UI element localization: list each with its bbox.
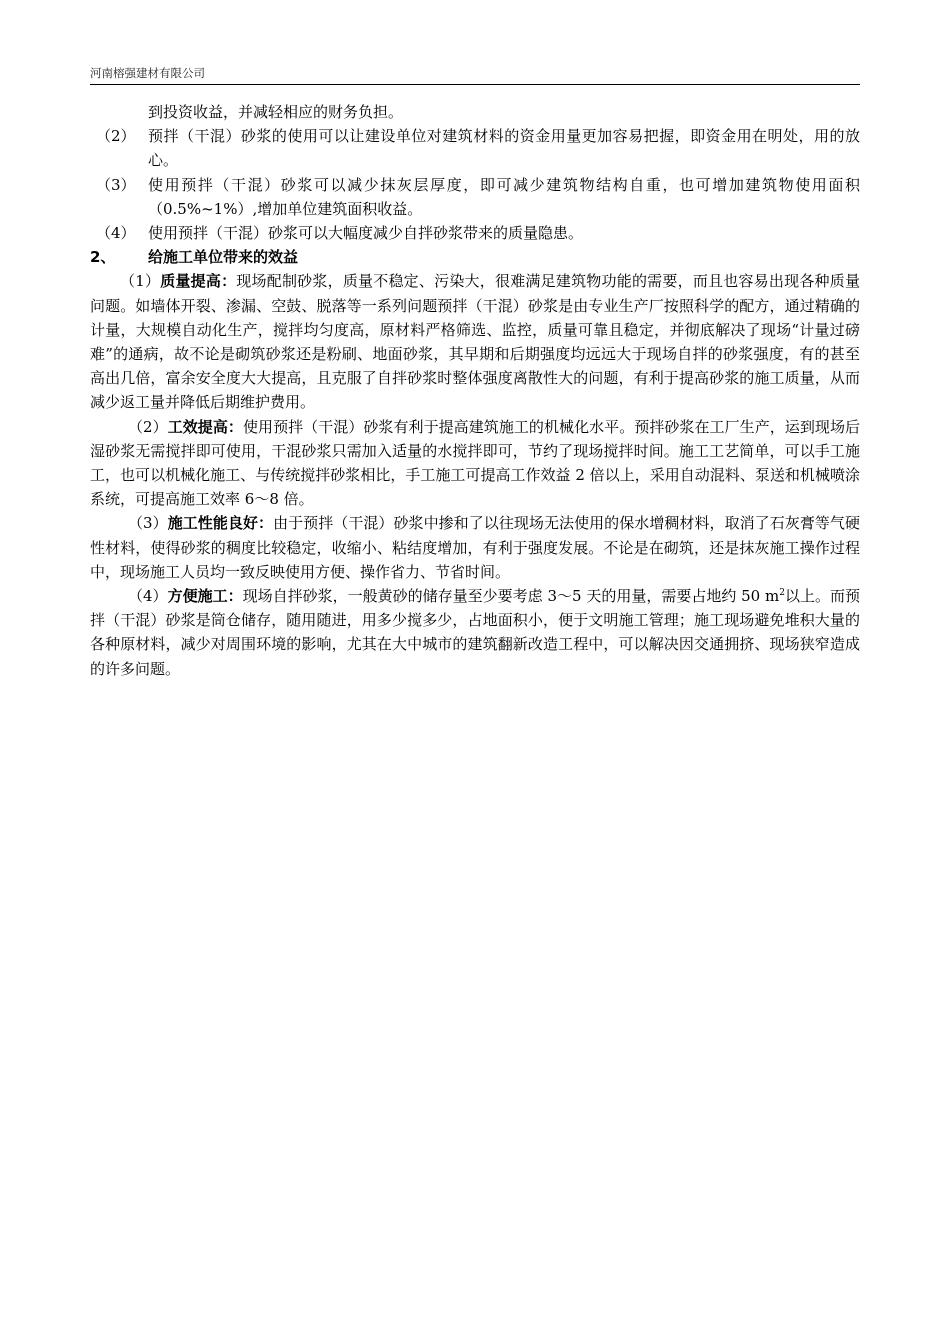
paragraph-body: 由于预拌（干混）砂浆中掺和了以往现场无法使用的保水增稠材料，取消了石灰膏等气硬性材料，使得砂浆的稠度比较稳定，收缩小、粘结度增加，有利于强度发展。不论是在砌筑，还是抹灰施工操作过程中，现场施工人员均一致反映使用方便、操作省力、节省时间。 (90, 514, 860, 581)
list-item-number: （4） (96, 224, 136, 243)
paragraph-prefix: （1） (120, 272, 161, 291)
paragraph-title: 质量提高： (160, 272, 237, 291)
section-title: 给施工单位带来的效益 (148, 248, 299, 267)
page-header (90, 64, 860, 85)
list-item-text: 使用预拌（干混）砂浆可以减少抹灰层厚度，即可减少建筑物结构自重，也可增加建筑物使用面积（0.5%~1%）,增加单位建筑面积收益。 (148, 175, 860, 218)
list-item (90, 221, 860, 245)
paragraph-title: 施工性能良好： (167, 514, 274, 533)
paragraph-prefix: （4） (128, 587, 168, 606)
paragraph-title: 工效提高： (167, 417, 243, 436)
paragraph-title: 方便施工： (167, 587, 243, 606)
list-item-text: 使用预拌（干混）砂浆可以大幅度减少自拌砂浆带来的质量隐患。 (148, 224, 584, 243)
list-item (90, 124, 860, 172)
paragraph-quality (90, 269, 860, 414)
header-company-name: 河南榕强建材有限公司 (90, 66, 205, 80)
paragraph-prefix: （2） (128, 417, 168, 436)
list-item-text: 预拌（干混）砂浆的使用可以让建设单位对建筑材料的资金用量更加容易把握，即资金用在明处，用的放心。 (148, 127, 860, 170)
list-item-number: （2） (96, 127, 136, 146)
section-heading (90, 245, 860, 269)
paragraph-body: 现场配制砂浆，质量不稳定、污染大，很难满足建筑物功能的需要，而且也容易出现各种质量问题。如墙体开裂、渗漏、空鼓、脱落等一系列问题预拌（干混）砂浆是由专业生产厂按照科学的配方，通过精确的计量，大规模自动化生产，搅拌均匀度高，原材料严格筛选、监控，质量可靠且稳定，并彻底解决了现场“计量过磅难”的通病，故不论是砌筑砂浆还是粉刷、地面砂浆，其早期和后期强度均远远大于现场自拌的砂浆强度，有的甚至高出几倍，富余安全度大大提高，且克服了自拌砂浆时整体强度离散性大的问题，有利于提高砂浆的施工质量，从而减少返工量并降低后期维护费用。 (90, 272, 860, 412)
paragraph-efficiency (90, 415, 860, 512)
continuation-text: 到投资收益，并减轻相应的财务负担。 (148, 103, 404, 121)
document-body (90, 100, 860, 681)
section-number: 2、 (90, 248, 116, 267)
paragraph-performance (90, 511, 860, 584)
paragraph-prefix: （3） (128, 514, 168, 533)
superscript-2: 2 (779, 588, 785, 599)
paragraph-body-end: 以上。而预拌（干混）砂浆是筒仓储存，随用随进，用多少搅多少，占地面积小，便于文明施工管理；施工现场避免堆积大量的各种原材料，减少对周围环境的影响，尤其在大中城市的建筑翻新改造工程中，可以解决因交通拥挤、现场狭窄造成的许多问题。 (90, 587, 860, 678)
paragraph-body: 使用预拌（干混）砂浆有利于提高建筑施工的机械化水平。预拌砂浆在工厂生产，运到现场后湿砂浆无需搅拌即可使用，干混砂浆只需加入适量的水搅拌即可，节约了现场搅拌时间。施工工艺简单，可以手工施工，也可以机械化施工、与传统搅拌砂浆相比，手工施工可提高工作效益 2 倍以上，采用自动混料、泵送和机械喷涂系统，可提高施工效率 6～8 倍。 (90, 417, 860, 509)
paragraph-convenience (90, 584, 860, 681)
list-item-number: （3） (96, 175, 136, 194)
paragraph-body-start: 现场自拌砂浆，一般黄砂的储存量至少要考虑 3～5 天的用量，需要占地约 50 m (242, 587, 780, 606)
list-item (90, 173, 860, 221)
